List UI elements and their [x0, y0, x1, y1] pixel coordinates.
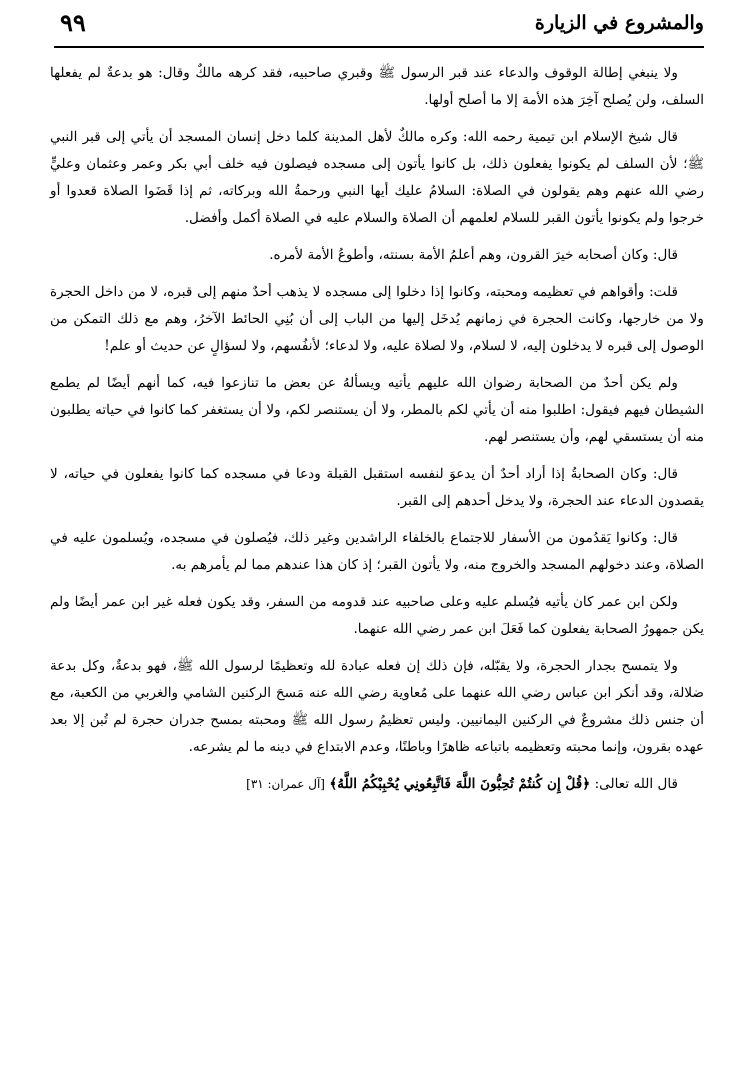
- paragraph-travelers: قال: وكانوا يَقدُمون من الأسفار للاجتماع بالخلفاء الراشدين وغير ذلك، فيُصلون في مسجده، ويُسلمون عليه في الصلاة، وعند دخولهم المسجد والخروج منه، ولا يأتون القبر؛ إذ كان هذا عندهم مما لم يأمرهم به.: [50, 530, 704, 573]
- page-body: [50, 60, 704, 806]
- page-number: ٩٩: [60, 8, 86, 37]
- verse-reference: [آل عمران: ٣١]: [246, 777, 325, 791]
- paragraph-no-companion-asked: ولم يكن أحدٌ من الصحابة رضوان الله عليهم يأتيه ويسألهُ عن بعض ما تنازعوا فيه، كما أنهم أيضًا لم يطمع الشيطان فيهم فيقول: اطلبوا منه أن يأتي لكم بالمطر، ولا أن يستنصر لكم، ولا أن يستغفر كما كانوا في حياته يطلبون منه أن يستسقي لهم، وأن يستنصر لهم.: [50, 375, 704, 445]
- paragraph-companions-best: قال: وكان أصحابه خيرَ القرون، وهم أعلمُ الأمة بسنته، وأطوعُ الأمة لأمره.: [269, 247, 678, 263]
- paragraph-prolonged-standing: ولا ينبغي إطالة الوقوف والدعاء عند قبر الرسول ﷺ وقبري صاحبيه، فقد كرهه مالكٌ وقال: هو بدعةٌ لم يفعلها السلف، ولن يُصلح آخِرَ هذه الأمة إلا ما أصلح أولها.: [50, 65, 704, 108]
- paragraph-facing-qibla: قال: وكان الصحابةُ إذا أراد أحدٌ أن يدعوَ لنفسه استقبل القبلة ودعا في مسجده كما كانوا يفعلون في حياته، لا يقصدون الدعاء عند الحجرة، ولا يدخل أحدهم إلى القبر.: [50, 466, 704, 509]
- closing-verse-line: [50, 771, 704, 798]
- page-header: [54, 6, 704, 48]
- paragraph-author-comment: قلت: وأقواهم في تعظيمه ومحبته، وكانوا إذا دخلوا إلى مسجده لا يذهب أحدٌ منهم إلى قبره، لا من داخل الحجرة ولا من خارجها، وكانت الحجرة في زمانهم يُدخَل إليها من الباب إلى أن بُنِي الحائط الآخرُ، وهم مع ذلك التمكن من الوصول إلى قبره لا يدخلون إليه، لا لسلام، ولا لصلاة عليه، ولا لدعاء؛ لأنفُسهم، ولا لسؤالٍ عن حديث أو علم!: [50, 284, 704, 354]
- quran-verse: ﴿قُلْ إِن كُنتُمْ تُحِبُّونَ اللَّهَ فَاتَّبِعُونِي يُحْبِبْكُمُ اللَّهُ﴾: [329, 776, 591, 792]
- paragraph-ibn-taymiyyah-quote: قال شيخ الإسلام ابن تيمية رحمه الله: وكره مالكٌ لأهل المدينة كلما دخل إنسان المسجد أن يأتي إلى قبر النبي ﷺ؛ لأن السلف لم يكونوا يفعلون ذلك، بل كانوا يأتون إلى مسجده فيصلون فيه خلف أبي بكر وعمر وعثمان وعليٍّ رضي الله عنهم وهم يقولون في الصلاة: السلامُ عليك أيها النبي ورحمةُ الله وبركاته، ثم إذا قَضَوا الصلاة قعدوا أو خرجوا ولم يكونوا يأتون القبر للسلام لعلمهم أن الصلاة والسلام عليه في الصلاة أكمل وأفضل.: [50, 129, 704, 226]
- paragraph-ibn-umar: ولكن ابن عمر كان يأتيه فيُسلم عليه وعلى صاحبيه عند قدومه من السفر، وقد يكون فعله غير ابن عمر أيضًا ولم يكن جمهورُ الصحابة يفعلون كما فَعَلَ ابن عمر رضي الله عنهما.: [50, 594, 704, 637]
- paragraph-wiping-wall: ولا يتمسح بجدار الحجرة، ولا يقبّله، فإن ذلك إن فعله عبادة لله وتعظيمًا لرسول الله ﷺ، فهو بدعةٌ، وكل بدعة ضلالة، وقد أنكر ابن عباس رضي الله عنهما على مُعاوية رضي الله عنه مَسحَ الركنين الشامي والغربي من الكعبة، مع أن جنس ذلك مشروعٌ في الركنين اليمانيين. وليس تعظيمُ رسول الله ﷺ ومحبته بمسح جدران حجرة لم تُبن إلا بعد عهده بقرون، وإنما محبته وتعظيمه باتباعه ظاهرًا وباطنًا، وعدم الابتداع في دينه ما لم يشرعه.: [50, 658, 704, 755]
- running-title: والمشروع في الزيارة: [534, 12, 704, 34]
- verse-intro: قال الله تعالى:: [594, 776, 678, 792]
